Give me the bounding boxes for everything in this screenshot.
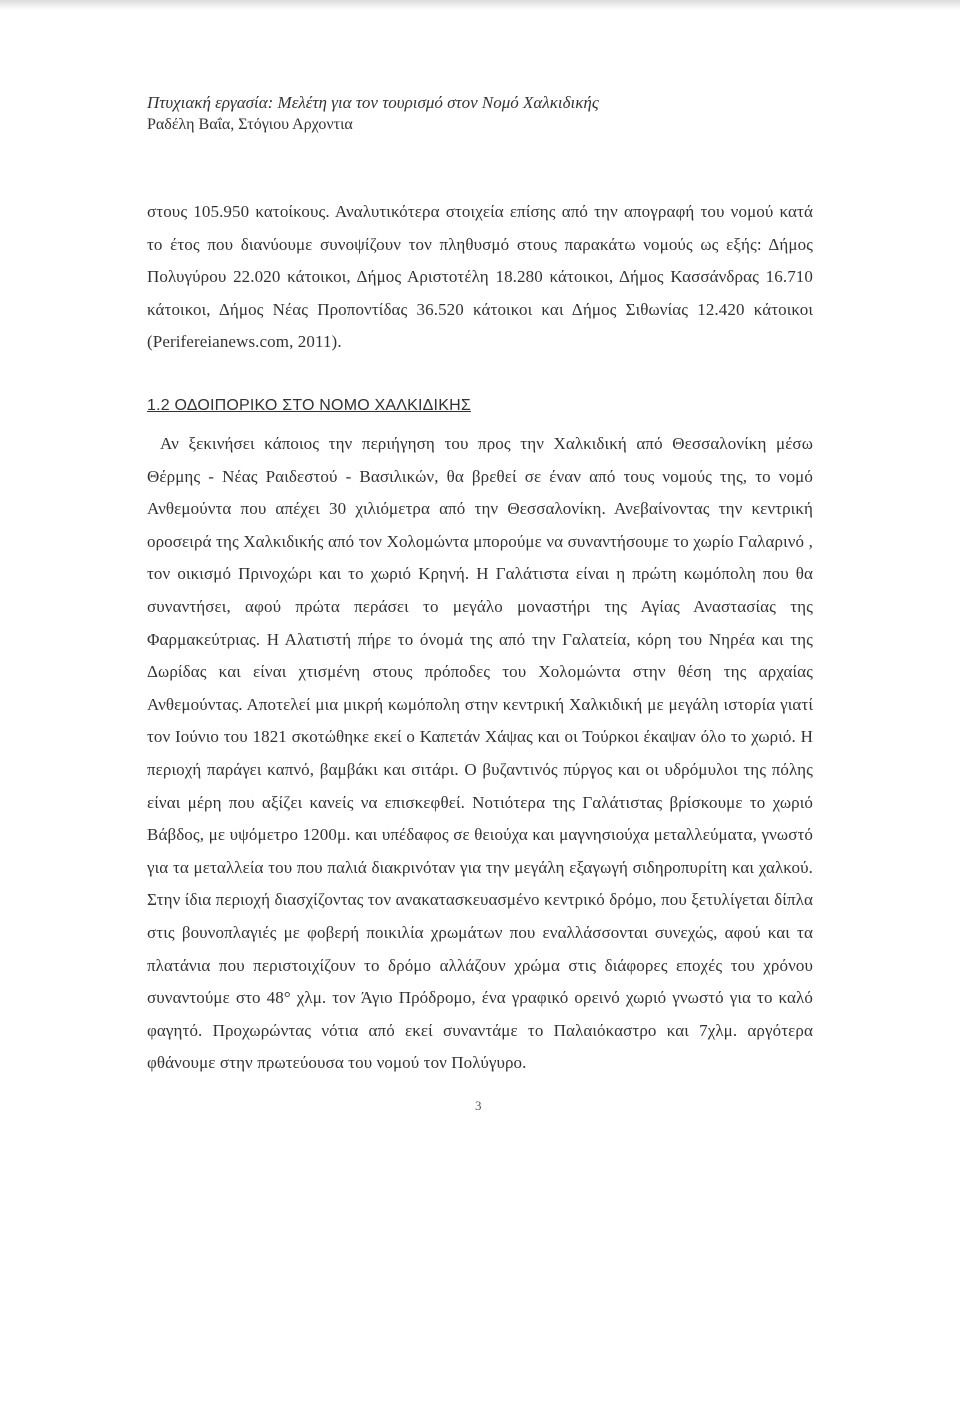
section-body: Αν ξεκινήσει κάποιος την περιήγηση του προς την Χαλκιδική από Θεσσαλονίκη μέσω Θέρμης - Νέας Ραιδεστού - Βασιλικών, θα βρεθεί σε έναν από τους νομούς της, το νομό Ανθεμούντα που απέχει 30 χιλιόμετρα από την Θεσσαλονίκη. Ανεβαίνοντας την κεντρική οροσειρά της Χαλκιδικής από τον Χολομώντα μπορούμε να συναντήσουμε το χωρίο Γαλαρινό , τον οικισμό Πρινοχώρι και το χωριό Κρηνή. Η Γαλάτιστα είναι η πρώτη κωμόπολη που θα συναντήσει, αφού πρώτα περάσει το μεγάλο μοναστήρι της Αγίας Αναστασίας της Φαρμακεύτριας. Η Αλατιστή πήρε το όνομά της από την Γαλατεία, κόρη του Νηρέα και της Δωρίδας και είναι χτισμένη στους πρόποδες του Χολομώντα στην θέση της αρχαίας Ανθεμούντας. Αποτελεί μια μικρή κωμόπολη στην κεντρική Χαλκιδική με μεγάλη ιστορία γιατί τον Ιούνιο του 1821 σκοτώθηκε εκεί ο Καπετάν Χάψας και οι Τούρκοι έκαψαν όλο το χωριό. Η περιοχή παράγει καπνό, βαμβάκι και σιτάρι. Ο βυζαντινός πύργος και οι υδρόμυλοι της πόλης είναι μέρη που αξίζει κανείς να επισκεφθεί. Νοτιότερα της Γαλάτιστας βρίσκουμε το χωριό Βάβδος, με υψόμετρο 1200μ. και υπέδαφος σε θειούχα και μαγνησιούχα μεταλλεύματα, γνωστό για τα μεταλλεία του που παλιά διακρινόταν για την μεγάλη εξαγωγή σιδηροπυρίτη και χαλκού. Στην ίδια περιοχή διασχίζοντας τον ανακατασκευασμένο κεντρικό δρόμο, που ξετυλίγεται δίπλα στις βουνοπλαγιές με φοβερή ποικιλία χρωμάτων που εναλλάσσονται συνεχώς, αφού και τα πλατάνια που περιστοιχίζουν το δρόμο αλλάζουν χρώμα στις διάφορες εποχές του χρόνου συναντούμε στο 48° χλμ. τον Άγιο Πρόδρομο, ένα γραφικό ορεινό χωριό γνωστό για το καλό φαγητό. Προχωρώντας νότια από εκεί συναντάμε το Παλαιόκαστρο και 7χλμ. αργότερα φθάνουμε στην πρωτεύουσα του νομού τον Πολύγυρο. [147,434,813,1073]
scan-top-edge [0,0,960,10]
section-heading: 1.2 ΟΔΟΙΠΟΡΙΚΟ ΣΤΟ ΝΟΜΟ ΧΑΛΚΙΔΙΚΗΣ [147,397,471,414]
thesis-title: Πτυχιακή εργασία: Μελέτη για τον τουρισμό στον Νομό Χαλκιδικής [147,93,599,112]
page-number: 3 [475,1098,482,1113]
authors: Ραδέλη Βαΐα, Στόγιου Αρχοντια [147,116,353,133]
document-header [147,92,847,136]
intro-paragraph: στους 105.950 κατοίκους. Αναλυτικότερα στοιχεία επίσης από την απογραφή του νομού κατά το έτος που διανύουμε συνοψίζουν τον πληθυσμό στους παρακάτω νομούς ως εξής: Δήμος Πολυγύρου 22.020 κάτοικοι, Δήμος Αριστοτέλη 18.280 κάτοικοι, Δήμος Κασσάνδρας 16.710 κάτοικοι, Δήμος Νέας Προποντίδας 36.520 κάτοικοι και Δήμος Σιθωνίας 12.420 κάτοικοι (Perifereianews.com, 2011). [147,202,813,352]
